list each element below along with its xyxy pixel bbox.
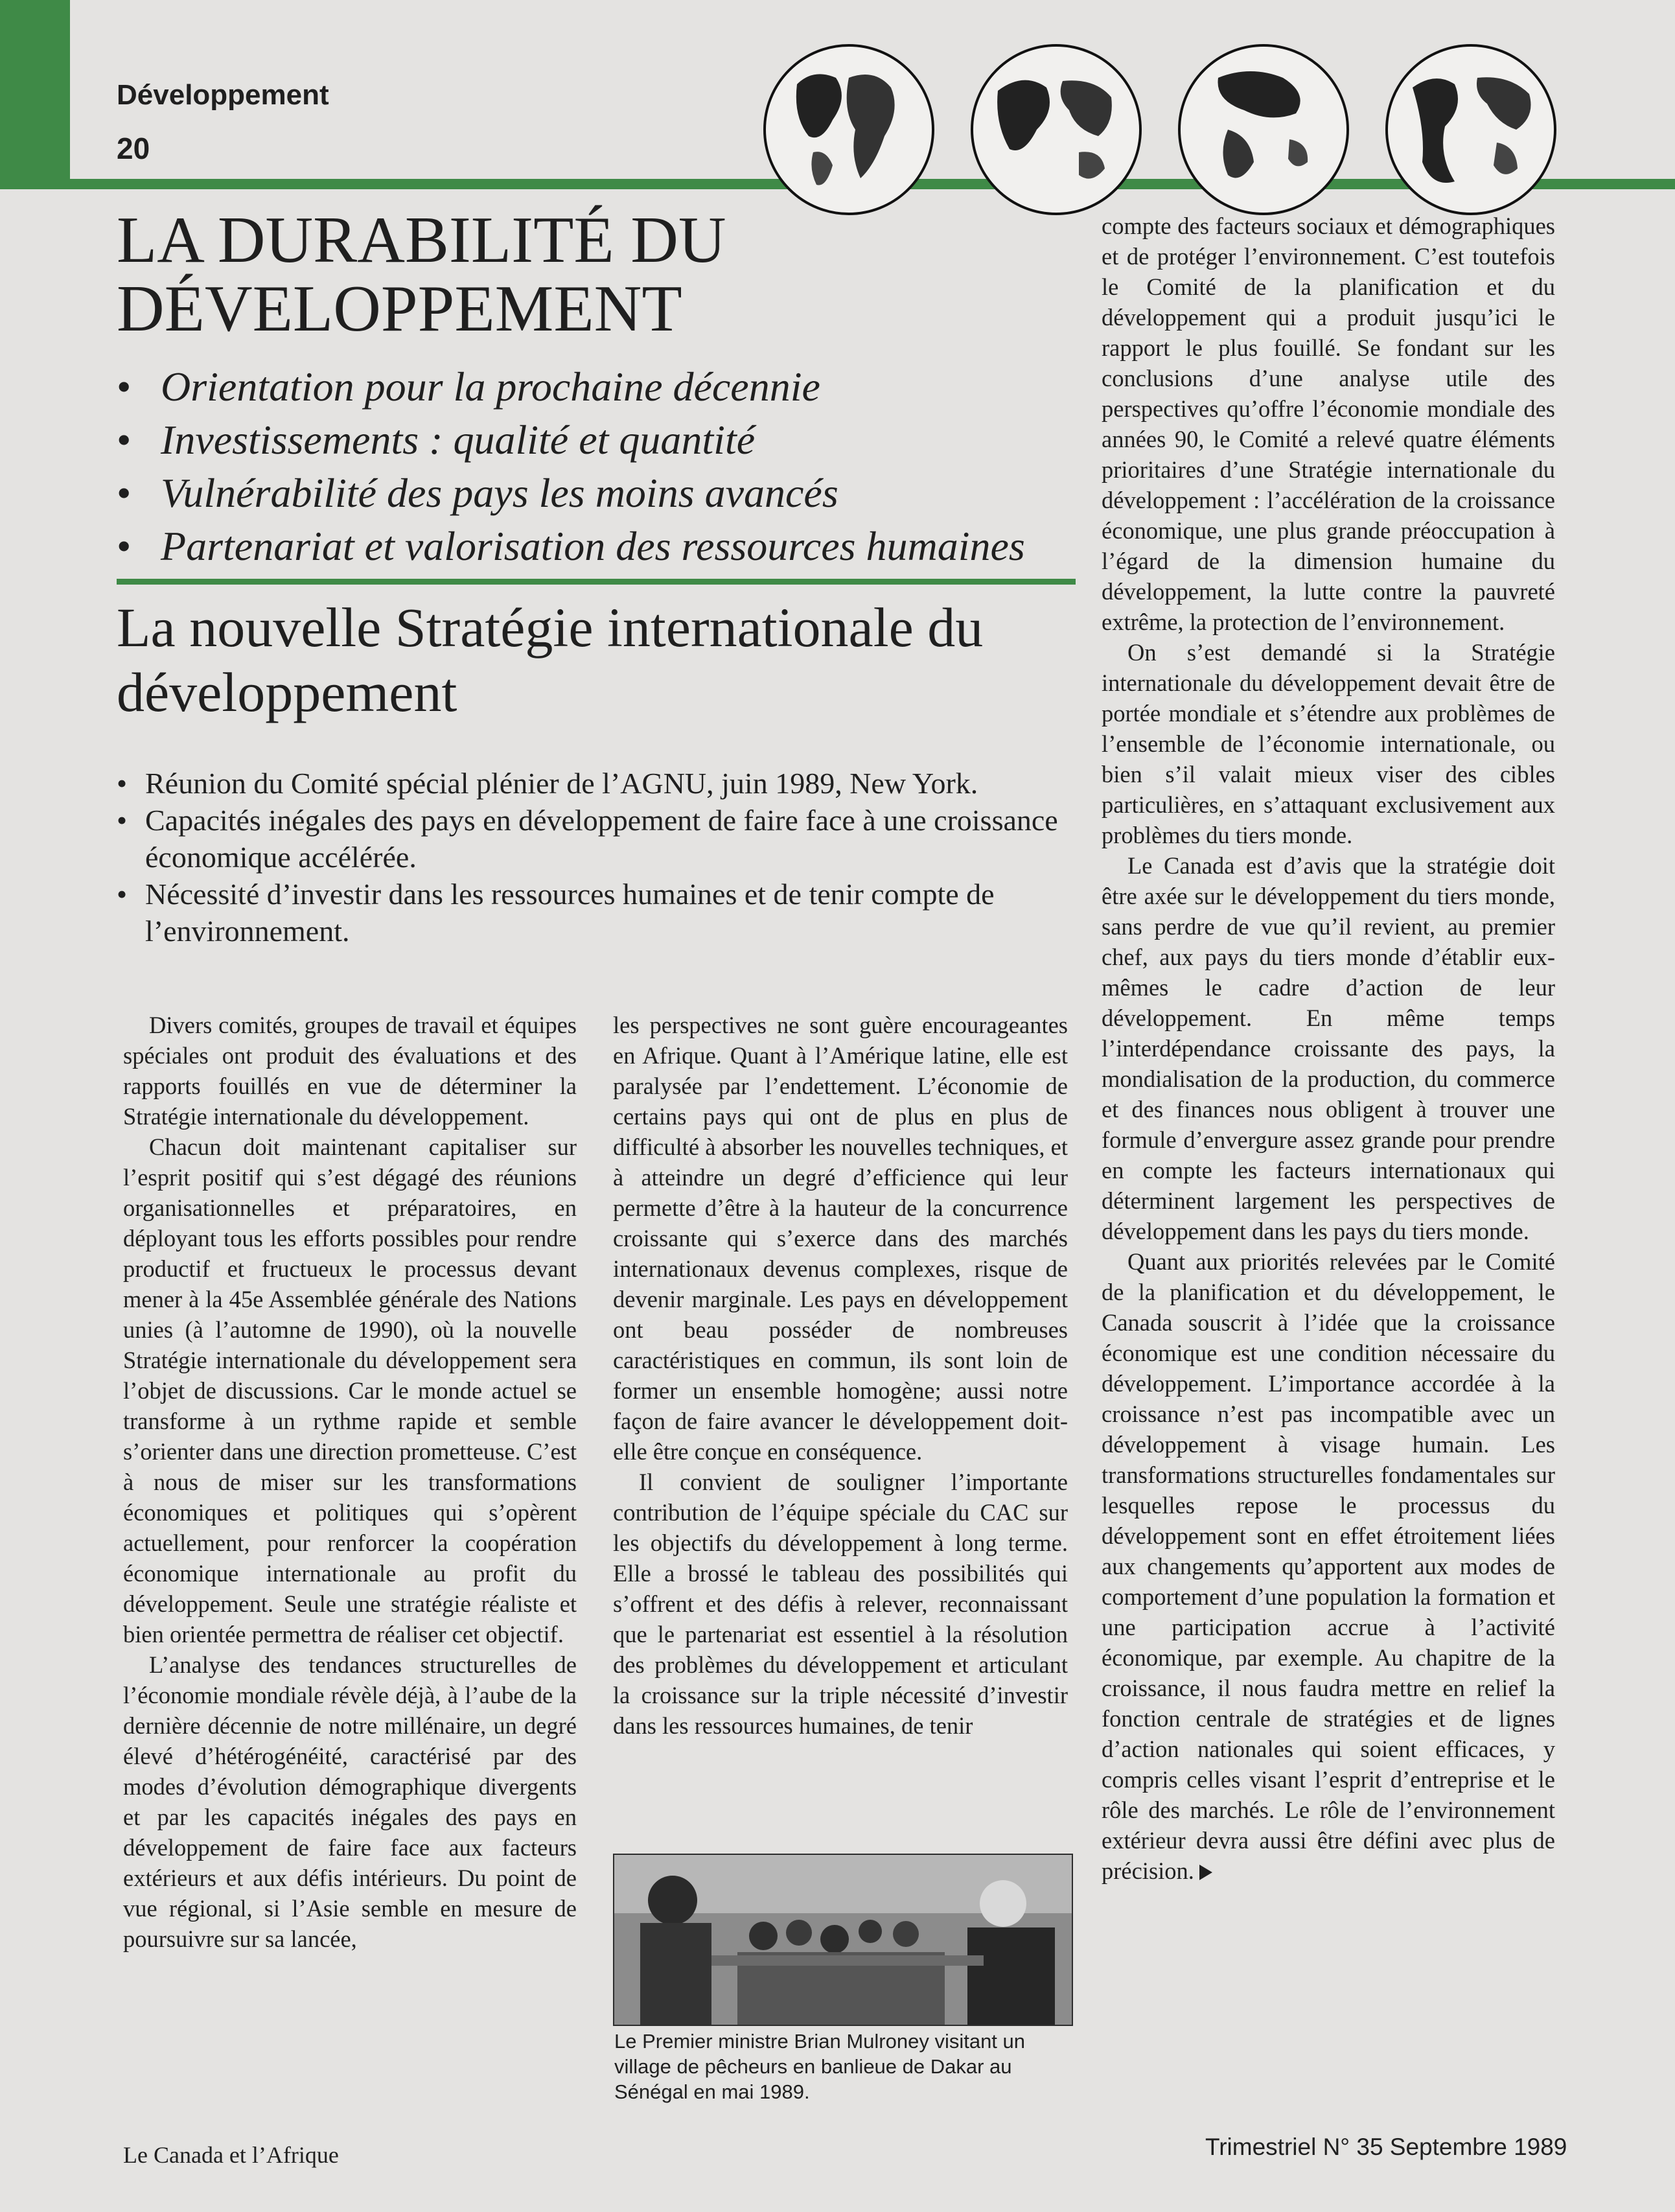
- paragraph: Chacun doit maintenant capitaliser sur l’esprit positif qui s’est dégagé des réunions organisationnelles et préparatoires, en déployant tous les efforts possibles pour rendre productif et fructueux le processus devant mener à la 45e Assemblée générale des Nations unies (à l’automne de 1990), où la nouvelle Stratégie internationale du développement sera l’objet de discussions. Car le monde actuel se transforme à un rythme rapide et semble s’orienter dans une direction prometteuse. C’est à nous de miser sur les transformations économiques et politiques qui s’opèrent actuellement, pour renforcer la coopération économique internationale au profit du développement. Seule une stratégie réaliste et bien orientée permettra de réaliser cet objectif.: [123, 1134, 577, 1647]
- paragraph: Divers comités, groupes de travail et équipes spéciales ont produit des évaluations et des rapports fouillés en vue de déterminer la Stratégie internationale du développement.: [123, 1012, 577, 1130]
- theme-item: • Partenariat et valorisation des ressources humaines: [117, 520, 1076, 573]
- highlight-item: • Réunion du Comité spécial plénier de l’AGNU, juin 1989, New York.: [117, 765, 1076, 802]
- page-number: 20: [117, 132, 150, 165]
- body-column-2: [613, 1010, 1068, 1741]
- paragraph: [1102, 1246, 1555, 1886]
- paragraph: On s’est demandé si la Stratégie internationale du développement devait être de portée mondiale et s’étendre aux problèmes de l’ensemble de l’économie internationale, ou bien s’il valait mieux viser des cibles particulières, en s’attaquant exclusivement aux problèmes du tiers monde.: [1102, 639, 1555, 848]
- page-title: LA DURABILITÉ DU DÉVELOPPEMENT: [117, 204, 726, 345]
- body-column-3: [1102, 211, 1555, 1886]
- globe-icon: [972, 45, 1140, 214]
- paragraph: les perspectives ne sont guère encourageantes en Afrique. Quant à l’Amérique latine, elle est paralysée par l’endettement. L’économie de certains pays qui ont de plus en plus de difficulté à absorber les nouvelles techniques, et à atteindre un degré d’efficience qui leur permette d’être à la hauteur de la concurrence croissante qui s’exerce dans des marchés internationaux devenus complexes, risque de devenir marginale. Les pays en développement ont beau posséder de nombreuses caractéristiques en commun, ils sont loin de former un ensemble homogène; aussi notre façon de faire avancer le développement doit-elle être conçue en conséquence.: [613, 1012, 1068, 1465]
- theme-item: • Investissements : qualité et quantité: [117, 413, 1076, 467]
- globe-icon: [1179, 45, 1348, 214]
- paragraph: L’analyse des tendances structurelles de l’économie mondiale révèle déjà, à l’aube de la dernière décennie de notre millénaire, un degré élevé d’hétérogénéité, caractérisé par des modes d’évolution démographique divergents et par les capacités inégales des pays en développement de faire face aux facteurs extérieurs et aux défis intérieurs. Du point de vue régional, si l’Asie semble en mesure de poursuivre sur sa lancée,: [123, 1651, 577, 1952]
- highlight-item: • Capacités inégales des pays en développement de faire face à une croissance économique accélérée.: [117, 802, 1076, 876]
- paragraph: Le Canada est d’avis que la stratégie doit être axée sur le développement du tiers monde, sans perdre de vue qu’il revient, au premier chef, aux pays du tiers monde d’établir eux-mêmes le cadre d’action de leur développement. En même temps l’interdépendance croissante des pays, la mondialisation de la production, du commerce et des finances nous obligent à trouver une formule d’envergure assez grande pour prendre en compte les facteurs internationaux qui déterminent largement les perspectives de développement dans les pays du tiers monde.: [1102, 852, 1555, 1244]
- section-label: Développement: [117, 79, 329, 111]
- publication-name: Le Canada et l’Afrique: [123, 2142, 339, 2168]
- paragraph: compte des facteurs sociaux et démographiques et de protéger l’environnement. C’est toutefois le Comité de la planification et du développement qui a produit jusqu’ici le rapport le plus fouillé. Se fondant sur les conclusions d’une analyse utile des perspectives qu’offre l’économie mondiale des années 90, le Comité a relevé quatre éléments prioritaires d’une Stratégie internationale du développement : l’accélération de la croissance économique, une plus grande préoccupation à l’égard de la dimension humaine du développement, la lutte contre la pauvreté extrême, la protection de l’environnement.: [1102, 213, 1555, 635]
- globe-icon: [765, 45, 933, 214]
- theme-item: • Vulnérabilité des pays les moins avancés: [117, 467, 1076, 520]
- highlights-list: [117, 765, 1076, 949]
- photo-caption: Le Premier ministre Brian Mulroney visitant un village de pêcheurs en banlieue de Dakar au Sénégal en mai 1989.: [614, 2030, 1026, 2103]
- paragraph-text: Quant aux priorités relevées par le Comité de la planification et du développement, le Canada souscrit à l’idée que la croissance économique est une condition nécessaire du développement. L’importance accordée à la croissance n’est pas incompatible avec un développement à visage humain. Les transformations structurelles fondamentales sur lesquelles repose le processus du développement sont en effet étroitement liées aux changements qu’apportent aux modes de comportement d’une population la formation et une participation accrue à l’activité économique, par exemple. Au chapitre de la croissance, il nous faudra mettre en relief la fonction centrale de stratégies et de lignes d’action nationales qui soient efficaces, y compris celles visant l’esprit d’entreprise et le rôle des marchés. Le rôle de l’environnement extérieur devra aussi être défini avec plus de précision.: [1102, 1248, 1555, 1884]
- article-subtitle: La nouvelle Stratégie internationale du développement: [117, 596, 984, 723]
- body-column-1: [123, 1010, 577, 1954]
- header-accent-bar: [0, 0, 70, 189]
- issue-info: Trimestriel N° 35 Septembre 1989: [1205, 2134, 1567, 2160]
- theme-item: • Orientation pour la prochaine décennie: [117, 360, 1076, 413]
- continue-arrow-icon: [1199, 1865, 1212, 1880]
- news-photo: [613, 1854, 1073, 2026]
- paragraph: Il convient de souligner l’importante contribution de l’équipe spéciale du CAC sur les objectifs du développement à long terme. Elle a brossé le tableau des possibilités qui s’offrent et des défis à relever, reconnaissant que le partenariat est essentiel à la résolution des problèmes du développement et articulant la croissance sur la triple nécessité d’investir dans les ressources humaines, de tenir: [613, 1469, 1068, 1739]
- globes-illustration: [752, 32, 1568, 227]
- themes-list: [117, 360, 1076, 573]
- photo-placeholder: [614, 1855, 1072, 2025]
- highlight-item: • Nécessité d’investir dans les ressources humaines et de tenir compte de l’environnement.: [117, 876, 1076, 949]
- title-divider: [117, 579, 1076, 585]
- globe-icon: [1387, 45, 1555, 214]
